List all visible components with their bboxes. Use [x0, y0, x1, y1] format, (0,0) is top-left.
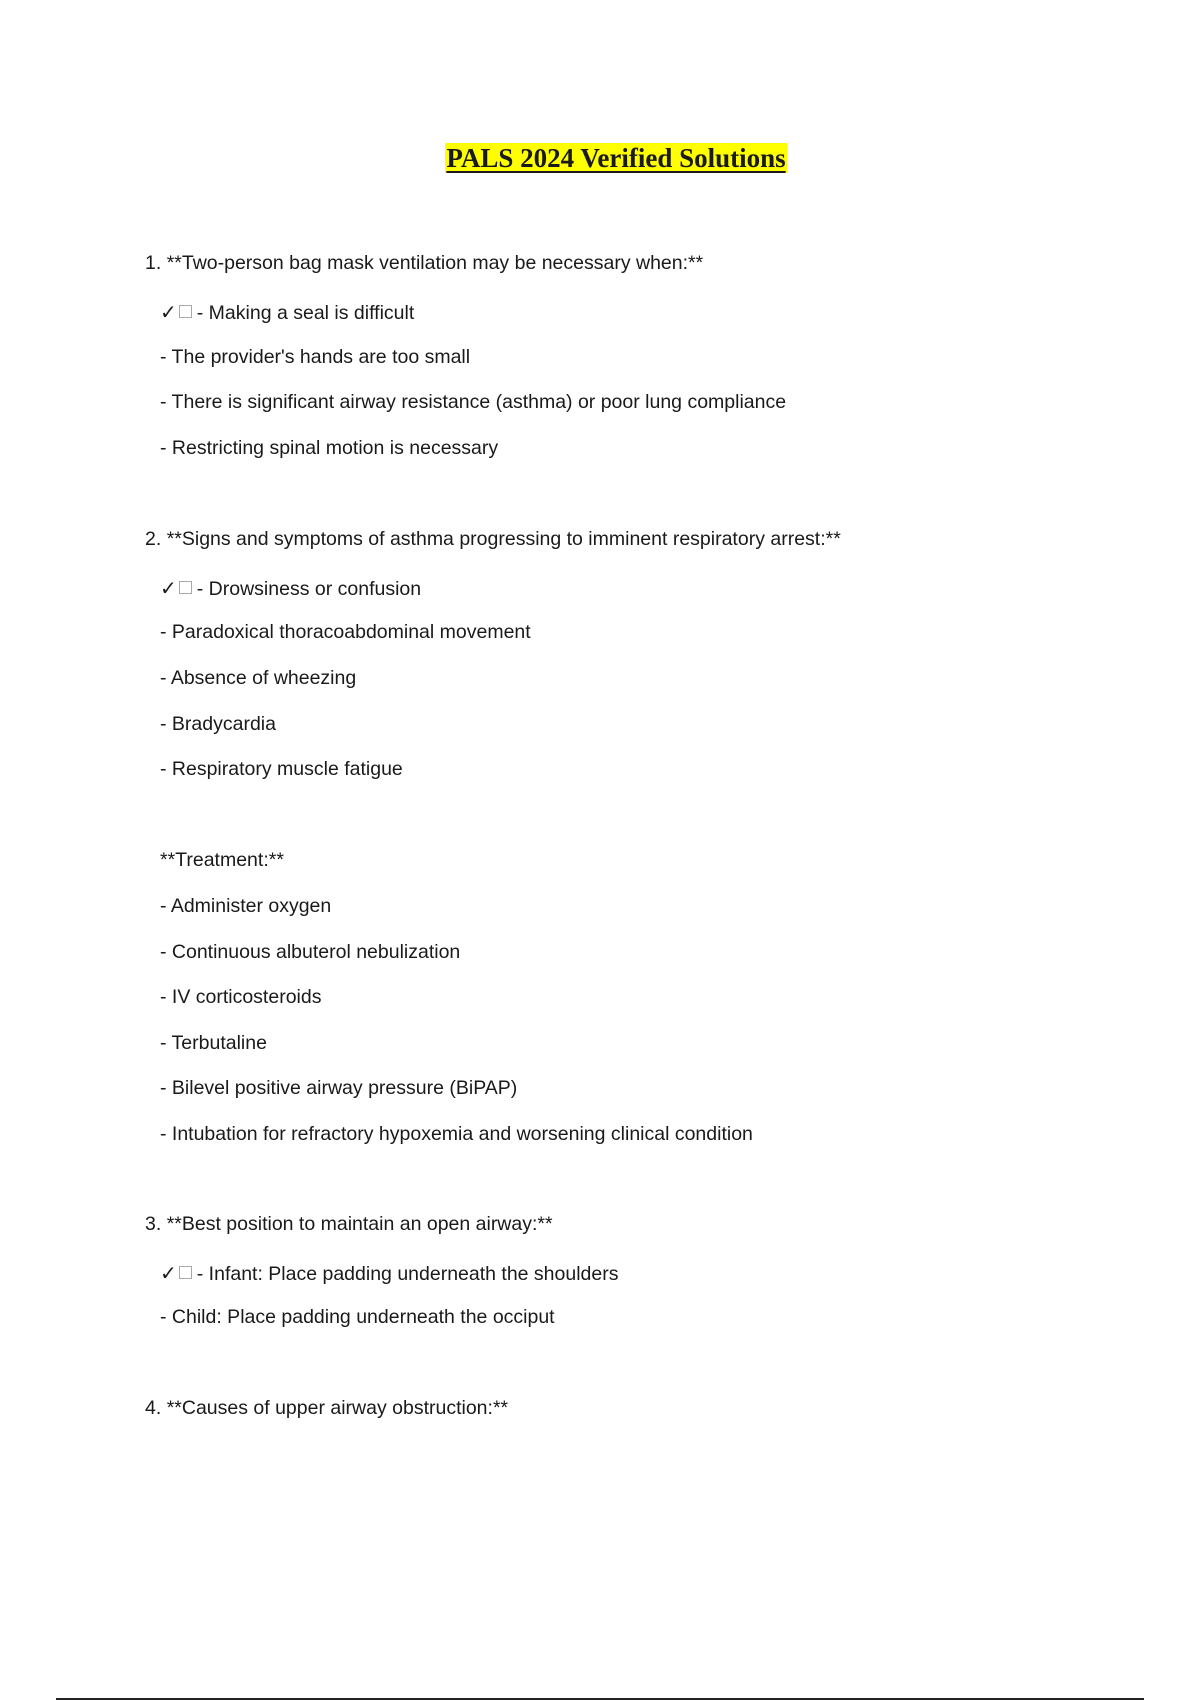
- answer-option: - Bradycardia: [160, 713, 276, 735]
- correct-answer: ✓ - Drowsiness or confusion: [160, 578, 422, 600]
- checkbox-icon: [179, 581, 192, 594]
- question-2: [145, 528, 841, 551]
- question-text: **Best position to maintain an open airway:**: [166, 1213, 553, 1235]
- checkbox-icon: [179, 305, 192, 318]
- correct-answer: ✓ - Infant: Place padding underneath the shoulders: [160, 1263, 619, 1285]
- question-text: **Causes of upper airway obstruction:**: [166, 1397, 509, 1419]
- page-title: PALS 2024 Verified Solutions: [446, 143, 786, 173]
- answer-option: - Child: Place padding underneath the occiput: [160, 1306, 555, 1328]
- question-3: [145, 1213, 553, 1236]
- treatment-item: - Administer oxygen: [160, 895, 332, 917]
- treatment-item: - IV corticosteroids: [160, 986, 322, 1008]
- answer-option: - The provider's hands are too small: [160, 346, 471, 368]
- treatment-item: - Intubation for refractory hypoxemia and worsening clinical condition: [160, 1123, 753, 1145]
- question-4: [145, 1397, 508, 1420]
- answer-option: - Absence of wheezing: [160, 667, 357, 689]
- answer-option: - Restricting spinal motion is necessary: [160, 437, 499, 459]
- answer-option: - There is significant airway resistance (asthma) or poor lung compliance: [160, 391, 787, 413]
- checkmark-icon: ✓: [160, 578, 177, 600]
- question-text: **Signs and symptoms of asthma progressing to imminent respiratory arrest:**: [166, 528, 841, 550]
- question-number: 3.: [145, 1213, 162, 1235]
- treatment-item: - Continuous albuterol nebulization: [160, 941, 461, 963]
- treatment-heading: **Treatment:**: [160, 849, 284, 871]
- treatment-item: - Bilevel positive airway pressure (BiPAP): [160, 1077, 518, 1099]
- question-number: 4.: [145, 1397, 162, 1419]
- question-number: 2.: [145, 528, 162, 550]
- correct-answer: ✓ - Making a seal is difficult: [160, 302, 415, 324]
- question-number: 1.: [145, 252, 162, 274]
- answer-option: - Respiratory muscle fatigue: [160, 758, 403, 780]
- treatment-item: - Terbutaline: [160, 1032, 267, 1054]
- question-1: [145, 252, 703, 275]
- checkmark-icon: ✓: [160, 1263, 177, 1285]
- answer-option: - Paradoxical thoracoabdominal movement: [160, 621, 531, 643]
- checkbox-icon: [179, 1266, 192, 1279]
- question-text: **Two-person bag mask ventilation may be necessary when:**: [166, 252, 704, 274]
- checkmark-icon: ✓: [160, 302, 177, 324]
